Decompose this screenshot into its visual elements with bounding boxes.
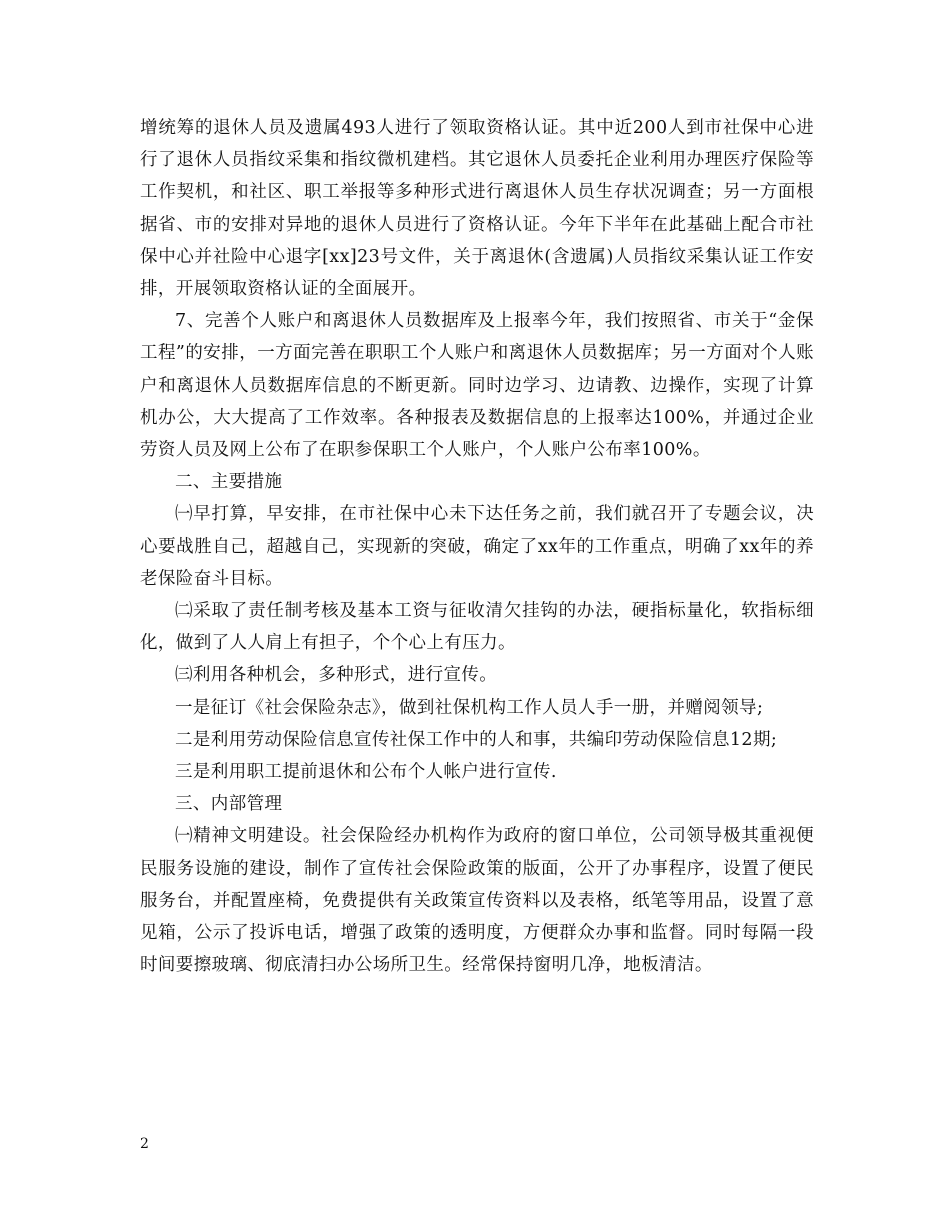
paragraph-measure-3: ㈢利用各种机会，多种形式，进行宣传。	[175, 665, 498, 686]
paragraph-personal-accounts: 7、完善个人账户和离退休人员数据库及上报率今年，我们按照省、市关于“金保工程”的安排，一方面完善在职职工个人账户和离退休人员数据库；另一方面对个人账户和离退休人员数据库信息的不断更新。同时边学习、边请教、边操作，实现了计算机办公，大大提高了工作效率。各种报表及数据信息的上报率达100%，并通过企业劳资人员及网上公布了在职参保职工个人账户，个人账户公布率100%。	[140, 311, 814, 461]
paragraph-civilization-building: ㈠精神文明建设。社会保险经办机构作为政府的窗口单位，公司领导极其重视便民服务设施的建设，制作了宣传社会保险政策的版面，公开了办事程序，设置了便民服务台，并配置座椅，免费提供有关政策宣传资料以及表格，纸笔等用品，设置了意见箱，公示了投诉电话，增强了政策的透明度，方便群众办事和监督。同时每隔一段时间要擦玻璃、彻底清扫办公场所卫生。经常保持窗明几净，地板清洁。	[140, 826, 814, 976]
paragraph-publicity-1: 一是征订《社会保险杂志》，做到社保机构工作人员人手一册，并赠阅领导;	[175, 697, 764, 718]
paragraph-publicity-2: 二是利用劳动保险信息宣传社保工作中的人和事，共编印劳动保险信息12期;	[175, 729, 778, 750]
page-number: 2	[140, 1136, 149, 1152]
section-heading-internal-management: 三、内部管理	[175, 794, 283, 815]
paragraph-measure-2: ㈡采取了责任制考核及基本工资与征收清欠挂钩的办法，硬指标量化，软指标细化，做到了人人肩上有担子，个个心上有压力。	[140, 601, 814, 654]
section-heading-main-measures: 二、主要措施	[175, 472, 283, 493]
paragraph-retiree-certification: 增统筹的退休人员及遗属493人进行了领取资格认证。其中近200人到市社保中心进行了退休人员指纹采集和指纹微机建档。其它退休人员委托企业利用办理医疗保险等工作契机，和社区、职工举报等多种形式进行离退休人员生存状况调查；另一方面根据省、市的安排对异地的退休人员进行了资格认证。今年下半年在此基础上配合市社保中心并社险中心退字[xx]23号文件，关于离退休(含遗属)人员指纹采集认证工作安排，开展领取资格认证的全面展开。	[140, 118, 814, 300]
document-body	[140, 112, 814, 981]
paragraph-measure-1: ㈠早打算，早安排，在市社保中心未下达任务之前，我们就召开了专题会议，决心要战胜自己，超越自己，实现新的突破，确定了xx年的工作重点，明确了xx年的养老保险奋斗目标。	[140, 504, 814, 589]
paragraph-publicity-3: 三是利用职工提前退休和公布个人帐户进行宣传.	[175, 762, 557, 783]
